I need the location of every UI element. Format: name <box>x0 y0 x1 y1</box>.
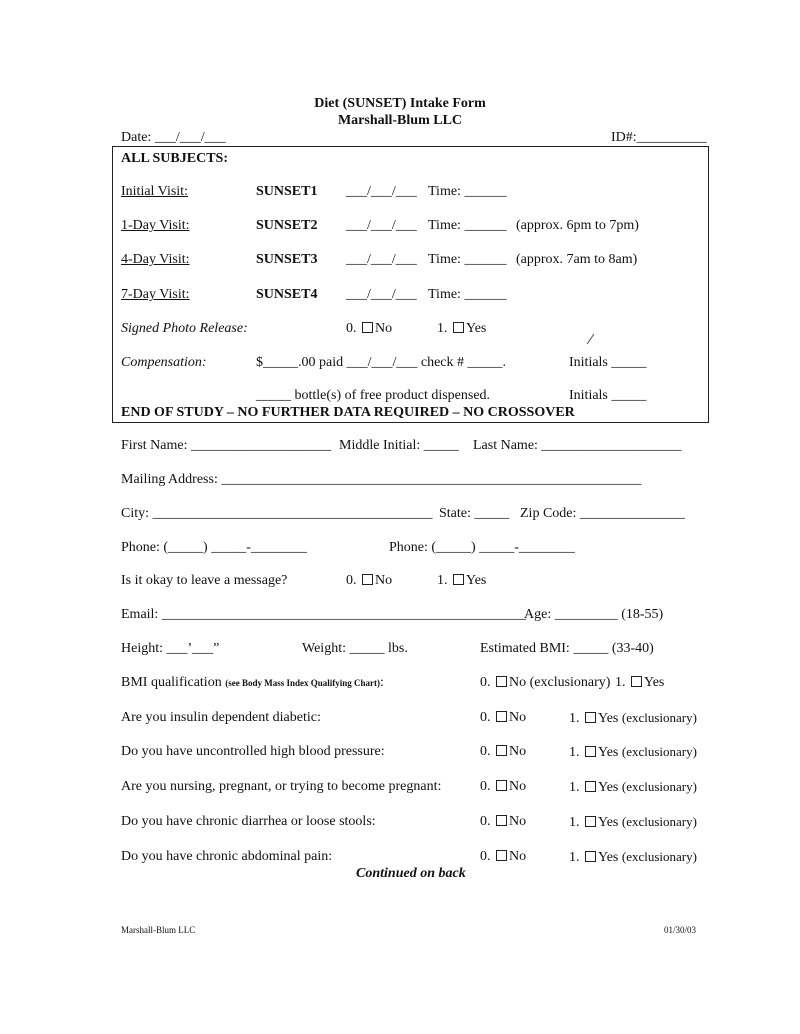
question-no-option[interactable]: 0. No (exclusionary) <box>480 675 611 690</box>
checkbox-icon[interactable] <box>453 322 464 333</box>
bottles-field[interactable]: _____ bottle(s) of free product dispensed. <box>256 388 491 403</box>
visit-time-field[interactable]: Time: ______ <box>428 184 507 199</box>
option-label: No <box>509 779 527 794</box>
checkbox-icon[interactable] <box>585 781 596 792</box>
weight-field[interactable]: Weight: _____ lbs. <box>302 641 408 656</box>
date-field[interactable]: Date: ___/___/___ <box>121 130 226 145</box>
photo-release-no[interactable] <box>346 321 392 337</box>
question-text: Are you nursing, pregnant, or trying to become pregnant: <box>121 779 442 794</box>
visit-code: SUNSET1 <box>256 184 318 199</box>
option-label: No (exclusionary) <box>509 675 611 690</box>
message-no-option[interactable]: 0. No <box>346 573 393 588</box>
option-label: No <box>509 710 527 725</box>
option-number: 0. <box>346 321 357 336</box>
question-text: BMI qualification <box>121 675 222 690</box>
last-name-field[interactable]: Last Name: ____________________ <box>473 438 682 453</box>
visit-date-field[interactable]: ___/___/___ <box>346 252 417 267</box>
state-field[interactable]: State: _____ <box>439 506 510 521</box>
question-yes-option[interactable]: 1. Yes (exclusionary) <box>569 849 697 865</box>
option-label: Yes <box>466 321 487 336</box>
zip-field[interactable]: Zip Code: _______________ <box>520 506 685 521</box>
checkbox-icon[interactable] <box>453 574 464 585</box>
message-yes-option[interactable]: 1. Yes <box>437 573 487 588</box>
checkbox-icon[interactable] <box>362 322 373 333</box>
option-label: No <box>375 321 393 336</box>
option-label: Yes <box>598 711 619 726</box>
visit-time-field[interactable]: Time: ______ <box>428 252 507 267</box>
visit-code: SUNSET2 <box>256 218 318 233</box>
checkbox-icon[interactable] <box>496 711 507 722</box>
footer-company: Marshall-Blum LLC <box>121 925 196 935</box>
option-label: No <box>509 744 527 759</box>
question-note: (see Body Mass Index Qualifying Chart) <box>225 678 380 688</box>
photo-release-yes[interactable] <box>437 321 486 337</box>
visit-code: SUNSET3 <box>256 252 318 267</box>
question-yes-option[interactable]: 1. Yes <box>615 675 665 690</box>
option-label: Yes <box>466 573 487 588</box>
continued-note: Continued on back <box>356 866 466 881</box>
checkbox-icon[interactable] <box>496 780 507 791</box>
height-field[interactable]: Height: ___’___” <box>121 641 220 656</box>
option-label: No <box>375 573 393 588</box>
option-number: 1. <box>437 321 448 336</box>
visit-note: (approx. 7am to 8am) <box>516 252 638 267</box>
id-field[interactable]: ID#:__________ <box>611 130 707 145</box>
visit-label: 4-Day Visit: <box>121 252 190 267</box>
question-yes-option[interactable]: 1. Yes (exclusionary) <box>569 710 697 726</box>
option-label: Yes <box>598 780 619 795</box>
end-of-study-note: END OF STUDY – NO FURTHER DATA REQUIRED – NO CROSSOVER <box>121 405 575 420</box>
visit-code: SUNSET4 <box>256 287 318 302</box>
message-question: Is it okay to leave a message? <box>121 573 288 588</box>
checkbox-icon[interactable] <box>585 816 596 827</box>
bmi-estimate-field[interactable]: Estimated BMI: _____ (33-40) <box>480 641 654 656</box>
question-yes-option[interactable]: 1. Yes (exclusionary) <box>569 814 697 830</box>
visit-date-field[interactable]: ___/___/___ <box>346 287 417 302</box>
footer-date: 01/30/03 <box>664 925 697 935</box>
visit-time-field[interactable]: Time: ______ <box>428 287 507 302</box>
question-text: Do you have chronic abdominal pain: <box>121 849 333 864</box>
question-colon: : <box>379 675 384 690</box>
exclusionary-note: (exclusionary) <box>621 744 697 759</box>
checkbox-icon[interactable] <box>362 574 373 585</box>
form-title: Diet (SUNSET) Intake Form <box>314 96 486 111</box>
compensation-label: Compensation: <box>121 355 207 370</box>
exclusionary-note: (exclusionary) <box>621 710 697 725</box>
age-field[interactable]: Age: _________ (18-55) <box>524 607 664 622</box>
visit-date-field[interactable]: ___/___/___ <box>346 184 417 199</box>
question-no-option[interactable]: 0. No <box>480 849 527 864</box>
checkbox-icon[interactable] <box>496 745 507 756</box>
question-no-option[interactable]: 0. No <box>480 779 527 794</box>
option-label: Yes <box>598 745 619 760</box>
checkbox-icon[interactable] <box>496 815 507 826</box>
bottles-initials[interactable]: Initials _____ <box>569 388 647 403</box>
question-yes-option[interactable]: 1. Yes (exclusionary) <box>569 744 697 760</box>
first-name-field[interactable]: First Name: ____________________ <box>121 438 331 453</box>
question-bmi <box>121 675 384 691</box>
middle-initial-field[interactable]: Middle Initial: _____ <box>339 438 459 453</box>
checkbox-icon[interactable] <box>631 676 642 687</box>
question-no-option[interactable]: 0. No <box>480 710 527 725</box>
compensation-initials[interactable]: Initials _____ <box>569 355 647 370</box>
option-label: No <box>509 849 527 864</box>
visit-label: 1-Day Visit: <box>121 218 190 233</box>
phone-field-2[interactable]: Phone: (_____) _____-________ <box>389 540 575 555</box>
question-text: Do you have uncontrolled high blood pressure: <box>121 744 385 759</box>
checkbox-icon[interactable] <box>585 851 596 862</box>
visit-date-field[interactable]: ___/___/___ <box>346 218 417 233</box>
mailing-address-field[interactable]: Mailing Address: ____________________________________________________________ <box>121 472 642 487</box>
exclusionary-note: (exclusionary) <box>621 779 697 794</box>
city-field[interactable]: City: ________________________________________ <box>121 506 433 521</box>
question-no-option[interactable]: 0. No <box>480 814 527 829</box>
question-yes-option[interactable]: 1. Yes (exclusionary) <box>569 779 697 795</box>
exclusionary-note: (exclusionary) <box>621 814 697 829</box>
option-label: Yes <box>644 675 665 690</box>
visit-label: Initial Visit: <box>121 184 188 199</box>
visit-label: 7-Day Visit: <box>121 287 190 302</box>
checkbox-icon[interactable] <box>496 850 507 861</box>
visit-note: (approx. 6pm to 7pm) <box>516 218 639 233</box>
email-field[interactable]: Email: ____________________________________________________ <box>121 607 526 622</box>
option-label: Yes <box>598 850 619 865</box>
question-text: Are you insulin dependent diabetic: <box>121 710 321 725</box>
compensation-field[interactable]: $_____.00 paid ___/___/___ check # _____. <box>256 355 507 370</box>
visit-time-field[interactable]: Time: ______ <box>428 218 507 233</box>
question-text: Do you have chronic diarrhea or loose stools: <box>121 814 376 829</box>
exclusionary-note: (exclusionary) <box>621 849 697 864</box>
option-label: Yes <box>598 815 619 830</box>
all-subjects-heading: ALL SUBJECTS: <box>121 151 228 166</box>
checkbox-icon[interactable] <box>585 712 596 723</box>
photo-release-label: Signed Photo Release: <box>121 321 248 336</box>
option-label: No <box>509 814 527 829</box>
question-no-option[interactable]: 0. No <box>480 744 527 759</box>
checkbox-icon[interactable] <box>585 746 596 757</box>
phone-field-1[interactable]: Phone: (_____) _____-________ <box>121 540 307 555</box>
checkbox-icon[interactable] <box>496 676 507 687</box>
company-name: Marshall-Blum LLC <box>337 113 463 128</box>
